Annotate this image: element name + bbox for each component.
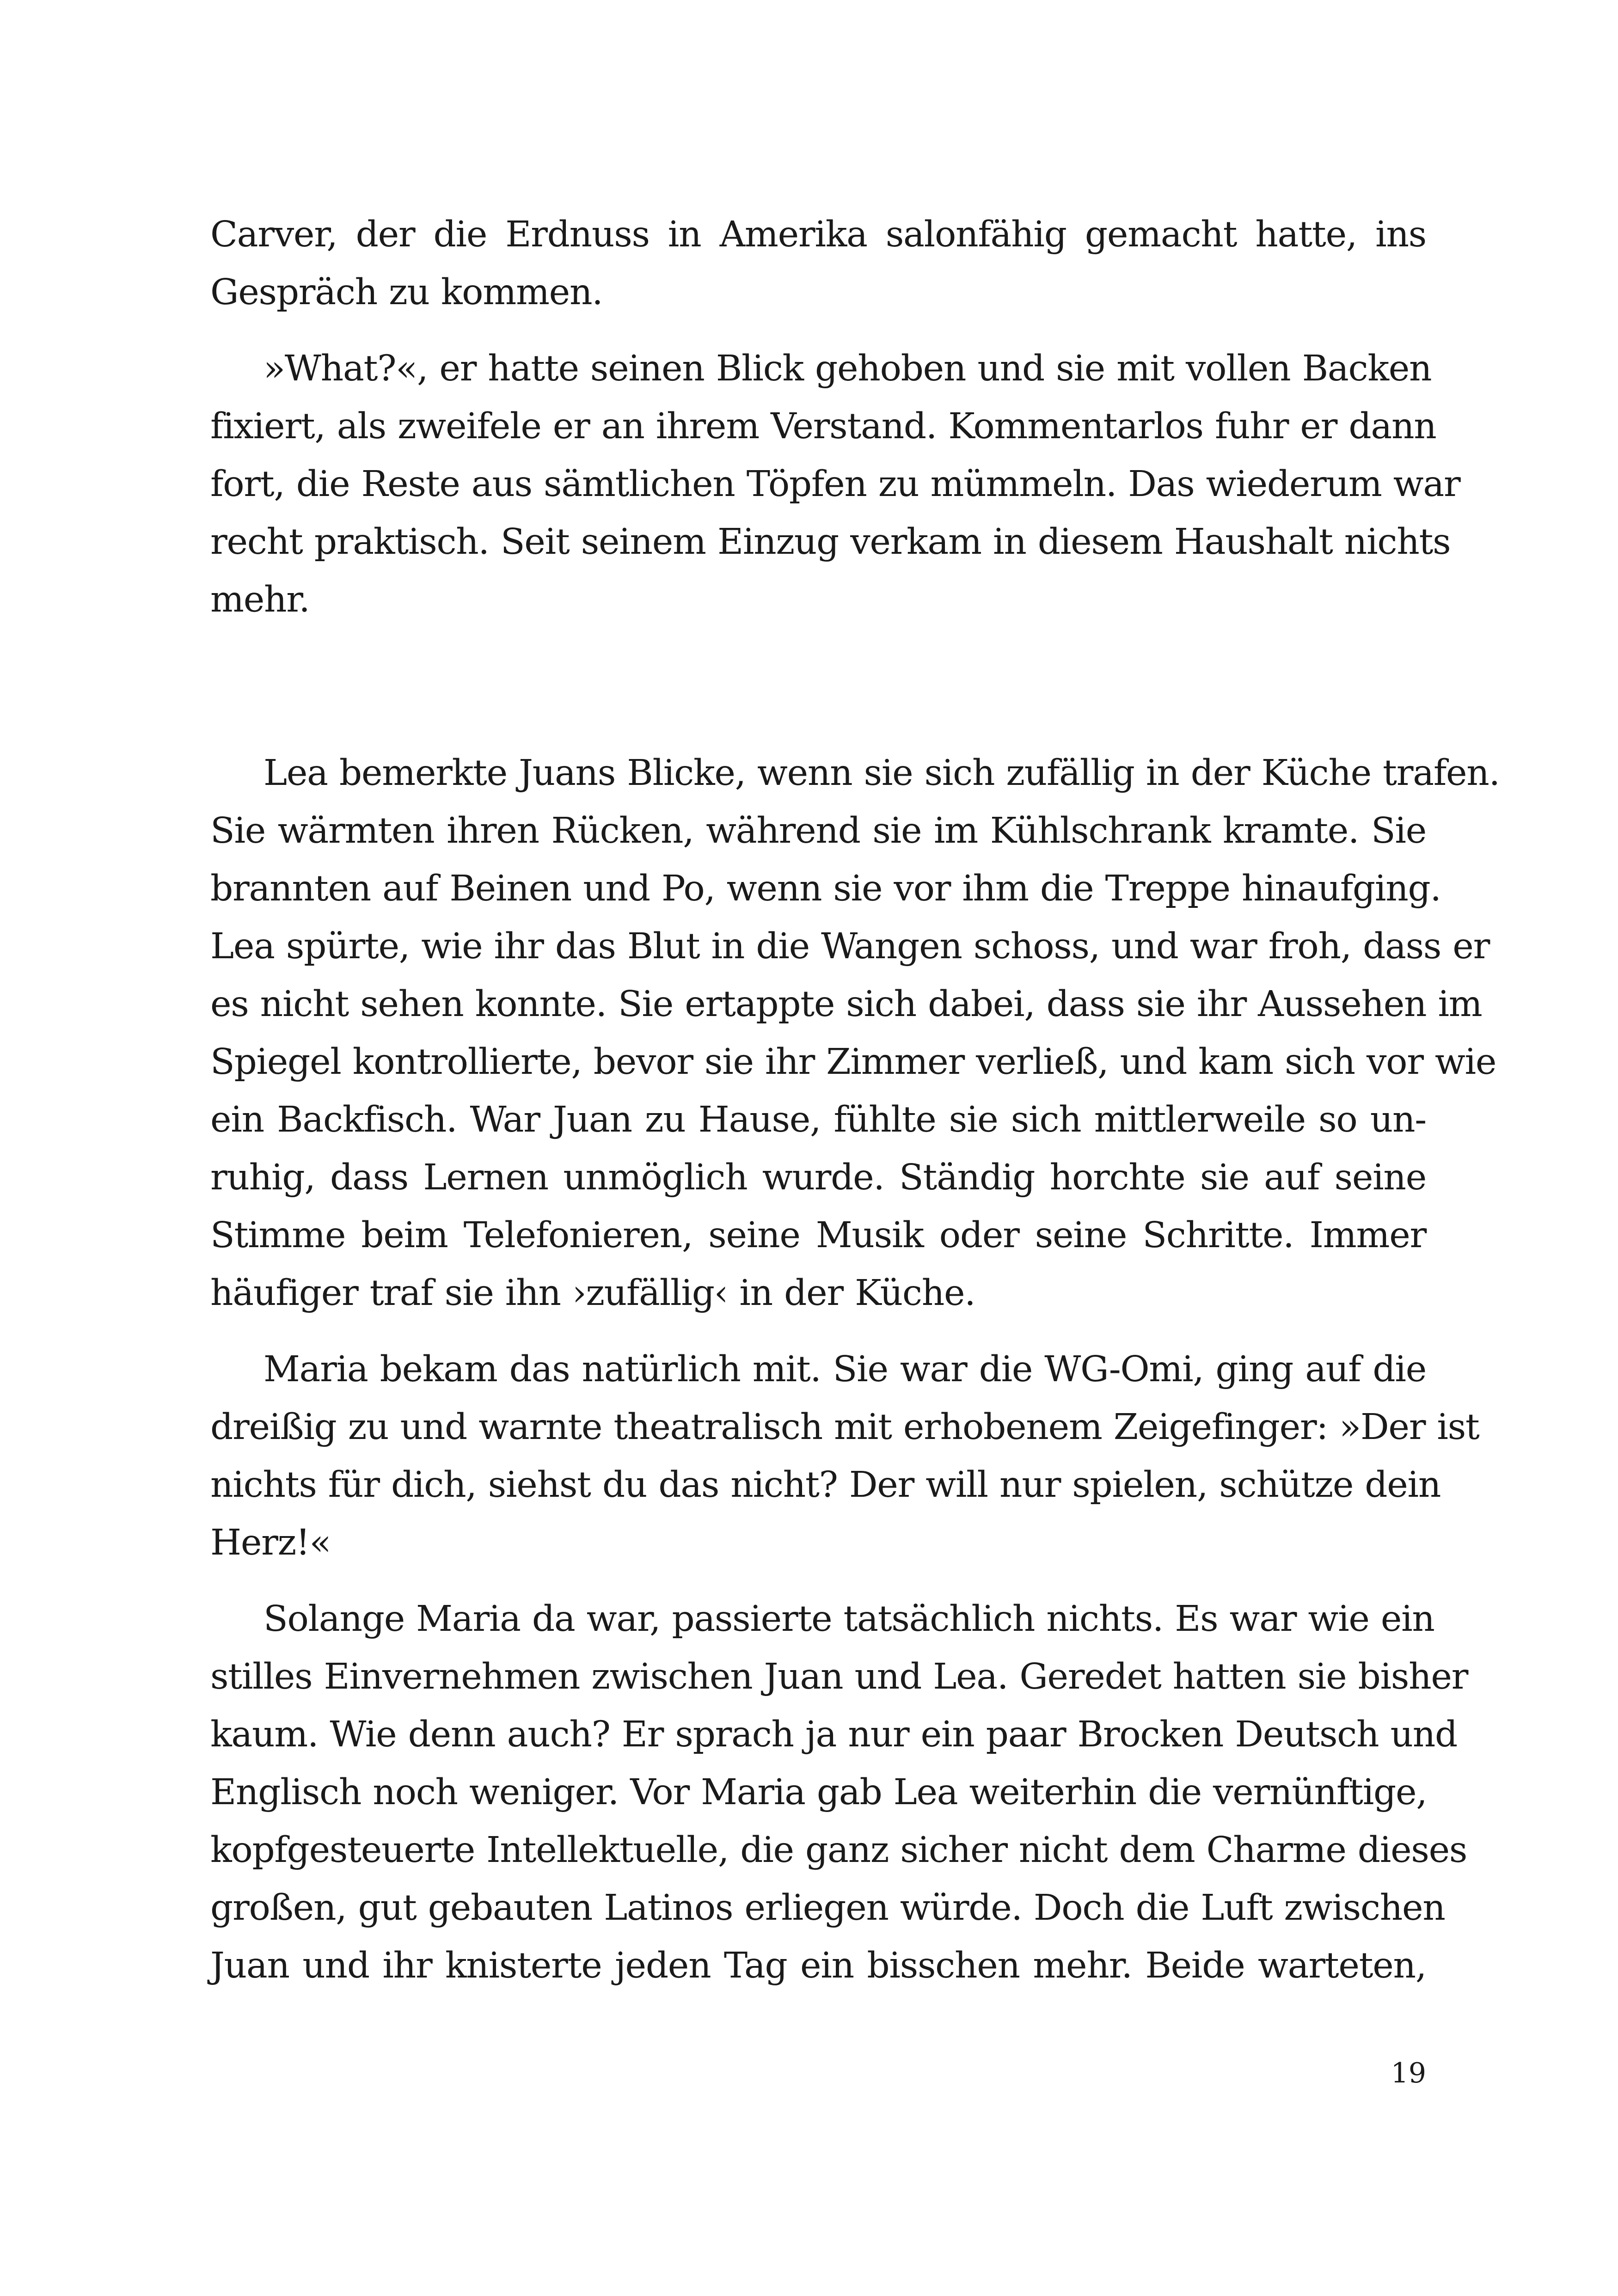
text-line: ruhig, dass Lernen unmöglich wurde. Ständig horchte sie auf seine <box>210 1157 1426 1198</box>
text-line: fixiert, als zweifele er an ihrem Verstand. Kommentarlos fuhr er dann <box>210 406 1436 447</box>
text-line: Sie wärmten ihren Rücken, während sie im Kühlschrank kramte. Sie <box>210 810 1426 851</box>
text-line: ein Backfisch. War Juan zu Hause, fühlte sie sich mittlerweile so un- <box>210 1099 1426 1140</box>
paragraph <box>210 340 1460 629</box>
text-line: brannten auf Beinen und Po, wenn sie vor ihm die Treppe hinaufging. <box>210 868 1441 909</box>
text-line: Lea bemerkte Juans Blicke, wenn sie sich zufällig in der Küche trafen. <box>264 753 1500 794</box>
text-line: fort, die Reste aus sämtlichen Töpfen zu mümmeln. Das wiederum war <box>210 464 1460 505</box>
text-line: kaum. Wie denn auch? Er sprach ja nur ein paar Brocken Deutsch und <box>210 1714 1458 1755</box>
text-line: recht praktisch. Seit seinem Einzug verkam in diesem Haushalt nichts <box>210 521 1451 563</box>
text-line: Gespräch zu kommen. <box>210 272 603 313</box>
text-line: stilles Einvernehmen zwischen Juan und Lea. Geredet hatten sie bisher <box>210 1656 1468 1697</box>
text-line: mehr. <box>210 579 310 620</box>
paragraph <box>210 744 1500 1322</box>
page-number: 19 <box>1391 2057 1426 2089</box>
text-line: Lea spürte, wie ihr das Blut in die Wangen schoss, und war froh, dass er <box>210 926 1490 967</box>
text-line: Juan und ihr knisterte jeden Tag ein bisschen mehr. Beide warteten, <box>210 1945 1426 1986</box>
paragraph <box>210 206 1426 321</box>
text-line: großen, gut gebauten Latinos erliegen würde. Doch die Luft zwischen <box>210 1887 1445 1929</box>
text-line: »What?«, er hatte seinen Blick gehoben und sie mit vollen Backen <box>264 348 1432 389</box>
paragraph <box>210 1341 1479 1572</box>
text-line: dreißig zu und warnte theatralisch mit erhobenem Zeigefinger: »Der ist <box>210 1407 1479 1448</box>
text-line: Maria bekam das natürlich mit. Sie war die WG-Omi, ging auf die <box>264 1349 1426 1390</box>
paragraph <box>210 1590 1468 1995</box>
text-line: Englisch noch weniger. Vor Maria gab Lea weiterhin die vernünftige, <box>210 1772 1427 1813</box>
text-line: Stimme beim Telefonieren, seine Musik oder seine Schritte. Immer <box>210 1215 1426 1256</box>
text-line: Spiegel kontrollierte, bevor sie ihr Zimmer verließ, und kam sich vor wie <box>210 1041 1496 1083</box>
text-line: es nicht sehen konnte. Sie ertappte sich dabei, dass sie ihr Aussehen im <box>210 984 1482 1025</box>
text-line: häufiger traf sie ihn ›zufällig‹ in der Küche. <box>210 1273 975 1314</box>
body-text <box>210 206 1500 1995</box>
text-line: Solange Maria da war, passierte tatsächlich nichts. Es war wie ein <box>264 1598 1434 1640</box>
text-line: Carver, der die Erdnuss in Amerika salonfähig gemacht hatte, ins <box>210 214 1426 255</box>
text-line: nichts für dich, siehst du das nicht? Der will nur spielen, schütze dein <box>210 1464 1441 1506</box>
text-line: Herz!« <box>210 1522 331 1563</box>
text-line: kopfgesteuerte Intellektuelle, die ganz sicher nicht dem Charme dieses <box>210 1830 1467 1871</box>
section-break <box>210 629 1426 744</box>
